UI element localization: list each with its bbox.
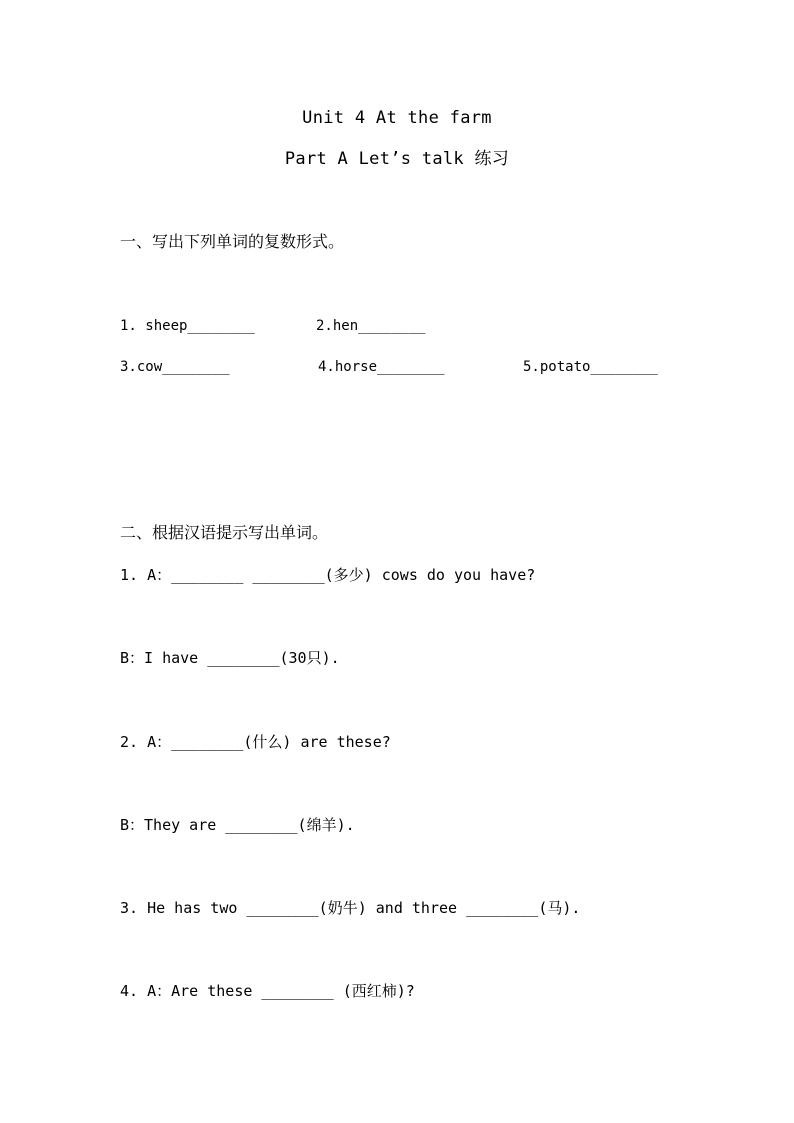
page-title: Unit 4 At the farm <box>302 108 492 128</box>
exercise-line-1: 1. A：________ ________(多少) cows do you have? <box>120 566 536 584</box>
exercise-line-3: 2. A：________(什么) are these? <box>120 733 391 751</box>
exercise-line-6: 4. A：Are these ________ (西红柿)? <box>120 982 415 1000</box>
vocab-item-2: 2.hen________ <box>316 318 426 334</box>
exercise-line-4: B：They are ________(绵羊). <box>120 816 355 834</box>
exercise-line-2: B：I have ________(30只). <box>120 649 340 667</box>
vocab-item-1: 1. sheep________ <box>120 318 255 334</box>
section-2-heading: 二、根据汉语提示写出单词。 <box>120 523 329 542</box>
page-subtitle: Part A Let’s talk 练习 <box>284 149 510 169</box>
exercise-line-5: 3. He has two ________(奶牛) and three ________(马). <box>120 899 581 917</box>
section-1-heading: 一、写出下列单词的复数形式。 <box>120 232 345 251</box>
vocab-item-3: 3.cow________ <box>120 359 230 375</box>
vocab-item-4: 4.horse________ <box>318 359 445 375</box>
vocab-item-5: 5.potato________ <box>523 359 658 375</box>
